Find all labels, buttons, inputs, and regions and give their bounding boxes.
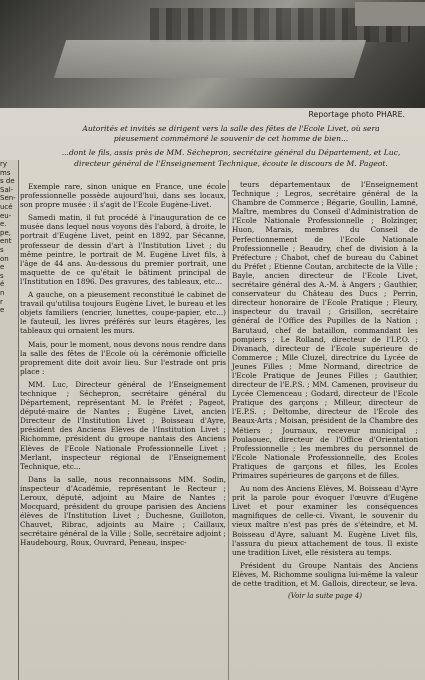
article-paragraph: Samedi matin, il fut procédé à l'inauguration de ce musée dans lequel nous voyons dès l'abord, à droite, le portrait d'Eugène Livet, peint en 1892, par Sécanne, professeur de dessin d'art à l'Institution Livet ; du même peintre, le portrait de M. Eugène Livet fils, à l'âge de 44 ans. Au-dessous du premier portrait, une maquette de ce qu'était le bâtiment principal de l'Institution en 1896. Des gravures, des tableaux, etc...: [20, 213, 226, 286]
photo-caption: [60, 124, 402, 169]
fragment-line: n: [0, 288, 5, 297]
fragment-line: Sal-: [0, 185, 14, 194]
fragment-line: é: [0, 280, 5, 289]
article-paragraph: MM. Luc, Directeur général de l'Enseignement technique ; Séchepron, secrétaire général du Département, représentant M. le Préfet ; Pageot, député-maire de Nantes ; Eugène Livet, ancien Directeur de l'Institution Livet ; Boisseau d'Ayre, président des Anciens Elèves de l'Institution Livet ; Richomme, président du groupe nantais des Anciens Elèves de l'Ecole Nationale Professionnelle Livet ; Merlant, inspecteur régional de l'Enseignement Technique, etc...: [20, 379, 226, 471]
article-paragraph: Au nom des Anciens Elèves, M. Boisseau d'Ayre prit la parole pour évoquer l'œuvre d'Eugène Livet et pour examiner les conséquences magnifiques de celle-ci. Vivant, le souvenir du vieux maître n'est pas près de s'éteindre, et M. Boisseau d'Ayre, saluant M. Eugène Livet fils, l'assura du pieux attachement de tous. Il existe une tradition Livet, elle résistera au temps.: [232, 484, 418, 557]
photo-credit: Reportage photo PHARE.: [308, 110, 405, 119]
fragment-line: ry: [0, 160, 8, 168]
fragment-line: Sen-: [0, 194, 16, 203]
adjacent-column-fragment: [0, 160, 19, 680]
fragment-line: e: [0, 263, 5, 272]
article-paragraph: Président du Groupe Nantais des Anciens Elèves, M. Richomme souligna lui-même la valeur de cette tradition, et M. Gallois, directeur, se leva.: [232, 560, 418, 589]
column-divider: [228, 180, 229, 680]
article-right-column: [232, 180, 418, 601]
article-paragraph: A gauche, on a pieusement reconstitué le cabinet de travail qu'utilisa toujours Eugène Livet, le bureau et les objets familiers (encrier, lunettes, coupe-papier, etc...) le fauteuil, les livres préférés sur leurs étagères, les tableaux qui ornaient les murs.: [20, 290, 226, 336]
article-paragraph: Dans la salle, nous reconnaissons MM. Sodin, inspecteur d'Académie, représentant le Recteur ; Leroux, député, adjoint au Maire de Nantes ; Mocquard, président du groupe parisien des Anciens élèves de l'Institution Livet ; Duchesne, Guilloton, Chauvet, Ribrac, adjoints au Maire ; Caillaux, secrétaire général de la Ville ; Solle, secrétaire adjoint ; Haudebourg, Roux, Ouvrard, Peneau, inspec-: [20, 474, 226, 548]
article-left-column: [20, 182, 226, 552]
photo-banner: [355, 2, 425, 26]
fragment-line: e.: [0, 220, 7, 229]
photo-table: [54, 40, 366, 78]
fragment-line: r: [0, 297, 3, 306]
article-paragraph: Exemple rare, sinon unique en France, une école professionnelle possède aujourd'hui, dans ses locaux, son propre musée : il s'agit de l'Ecole Eugène-Livet.: [20, 182, 226, 210]
continued-note: (Voir la suite page 4): [287, 592, 362, 601]
fragment-line: eu-: [0, 211, 12, 220]
fragment-line: ms: [0, 168, 11, 177]
fragment-line: s: [0, 245, 4, 254]
fragment-line: pe,: [0, 228, 11, 237]
fragment-line: s de: [0, 177, 15, 186]
fragment-line: ent: [0, 237, 12, 246]
caption-line-1: Autorités et invités se dirigent vers la salle des fêtes de l'Ecole Livet, où sera pieusement commémoré le souvenir de cet homme de bien...: [82, 124, 380, 144]
fragment-line: e: [0, 306, 5, 315]
fragment-line: s: [0, 271, 4, 280]
caption-line-2: ...dont le fils, assis près de MM. Séchepron, secrétaire général du Département, et Luc, directeur général de l'Enseignement Technique, écoute le discours de M. Pageot.: [61, 148, 401, 168]
fragment-line: on: [0, 254, 9, 263]
article-paragraph: Mais, pour le moment, nous devons nous rendre dans la salle des fêtes de l'Ecole où la cérémonie officielle proprement dite doit avoir lieu. Sur l'estrade ont pris place :: [20, 339, 226, 376]
article-paragraph: teurs départementaux de l'Enseignement Technique ; Legros, secrétaire général de la Chambre de Commerce ; Bégarie, Goullin, Lamné, Maître, membres du Conseil d'Administration de l'Ecole Nationale Professionnelle ; Bolzinger, Huon, Marais, membres du Conseil de Perfectionnement de l'Ecole Nationale Professionnelle ; Beaudry, chef de division à la Préfecture ; Chabot, chef de bureau du Cabinet du Préfet ; Etienne Coutan, architecte de la Ville ; Bayle, ancien directeur de l'Ecole Livet, secrétaire général des A.-M. à Angers ; Gauthier, conservateur du Château des Ducs ; Perrin, directeur honoraire de l'Ecole Pratique ; Fleury, inspecteur du travail ; Grisillon, secrétaire général de l'Office des Pupilles de la Nation ; Barutaud, chef de bataillon, commandant les pompiers ; Le Rolland, directeur de l'I.P.O. ; Divanach, directeur de l'Ecole supérieure de Commerce ; Mlle Cluzel, directrice du Lycée de Jeunes Filles ; Mme Normand, directrice de l'Ecole Pratique de Jeunes Filles ; Gauthier, directeur de l'E.P.S. ; MM. Camenen, proviseur du Lycée Clemenceau ; Godard, directeur de l'Ecole Pratique des garçons ; Milleur, directeur de l'E.P.S. ; Deltombe, directeur de l'Ecole des Beaux-Arts ; Moisan, président de la Chambre des Métiers ; Journaux, receveur municipal ; Poulaouec, directeur de l'Office d'Orientation Professionnelle ; les membres du personnel de l'Ecole Nationale Professionnelle, des Ecoles Pratiques de garçons et filles, les Ecoles Primaires supérieures de garçons et de filles.: [232, 180, 418, 480]
news-photo: [0, 0, 425, 108]
fragment-line: ucé: [0, 202, 13, 211]
